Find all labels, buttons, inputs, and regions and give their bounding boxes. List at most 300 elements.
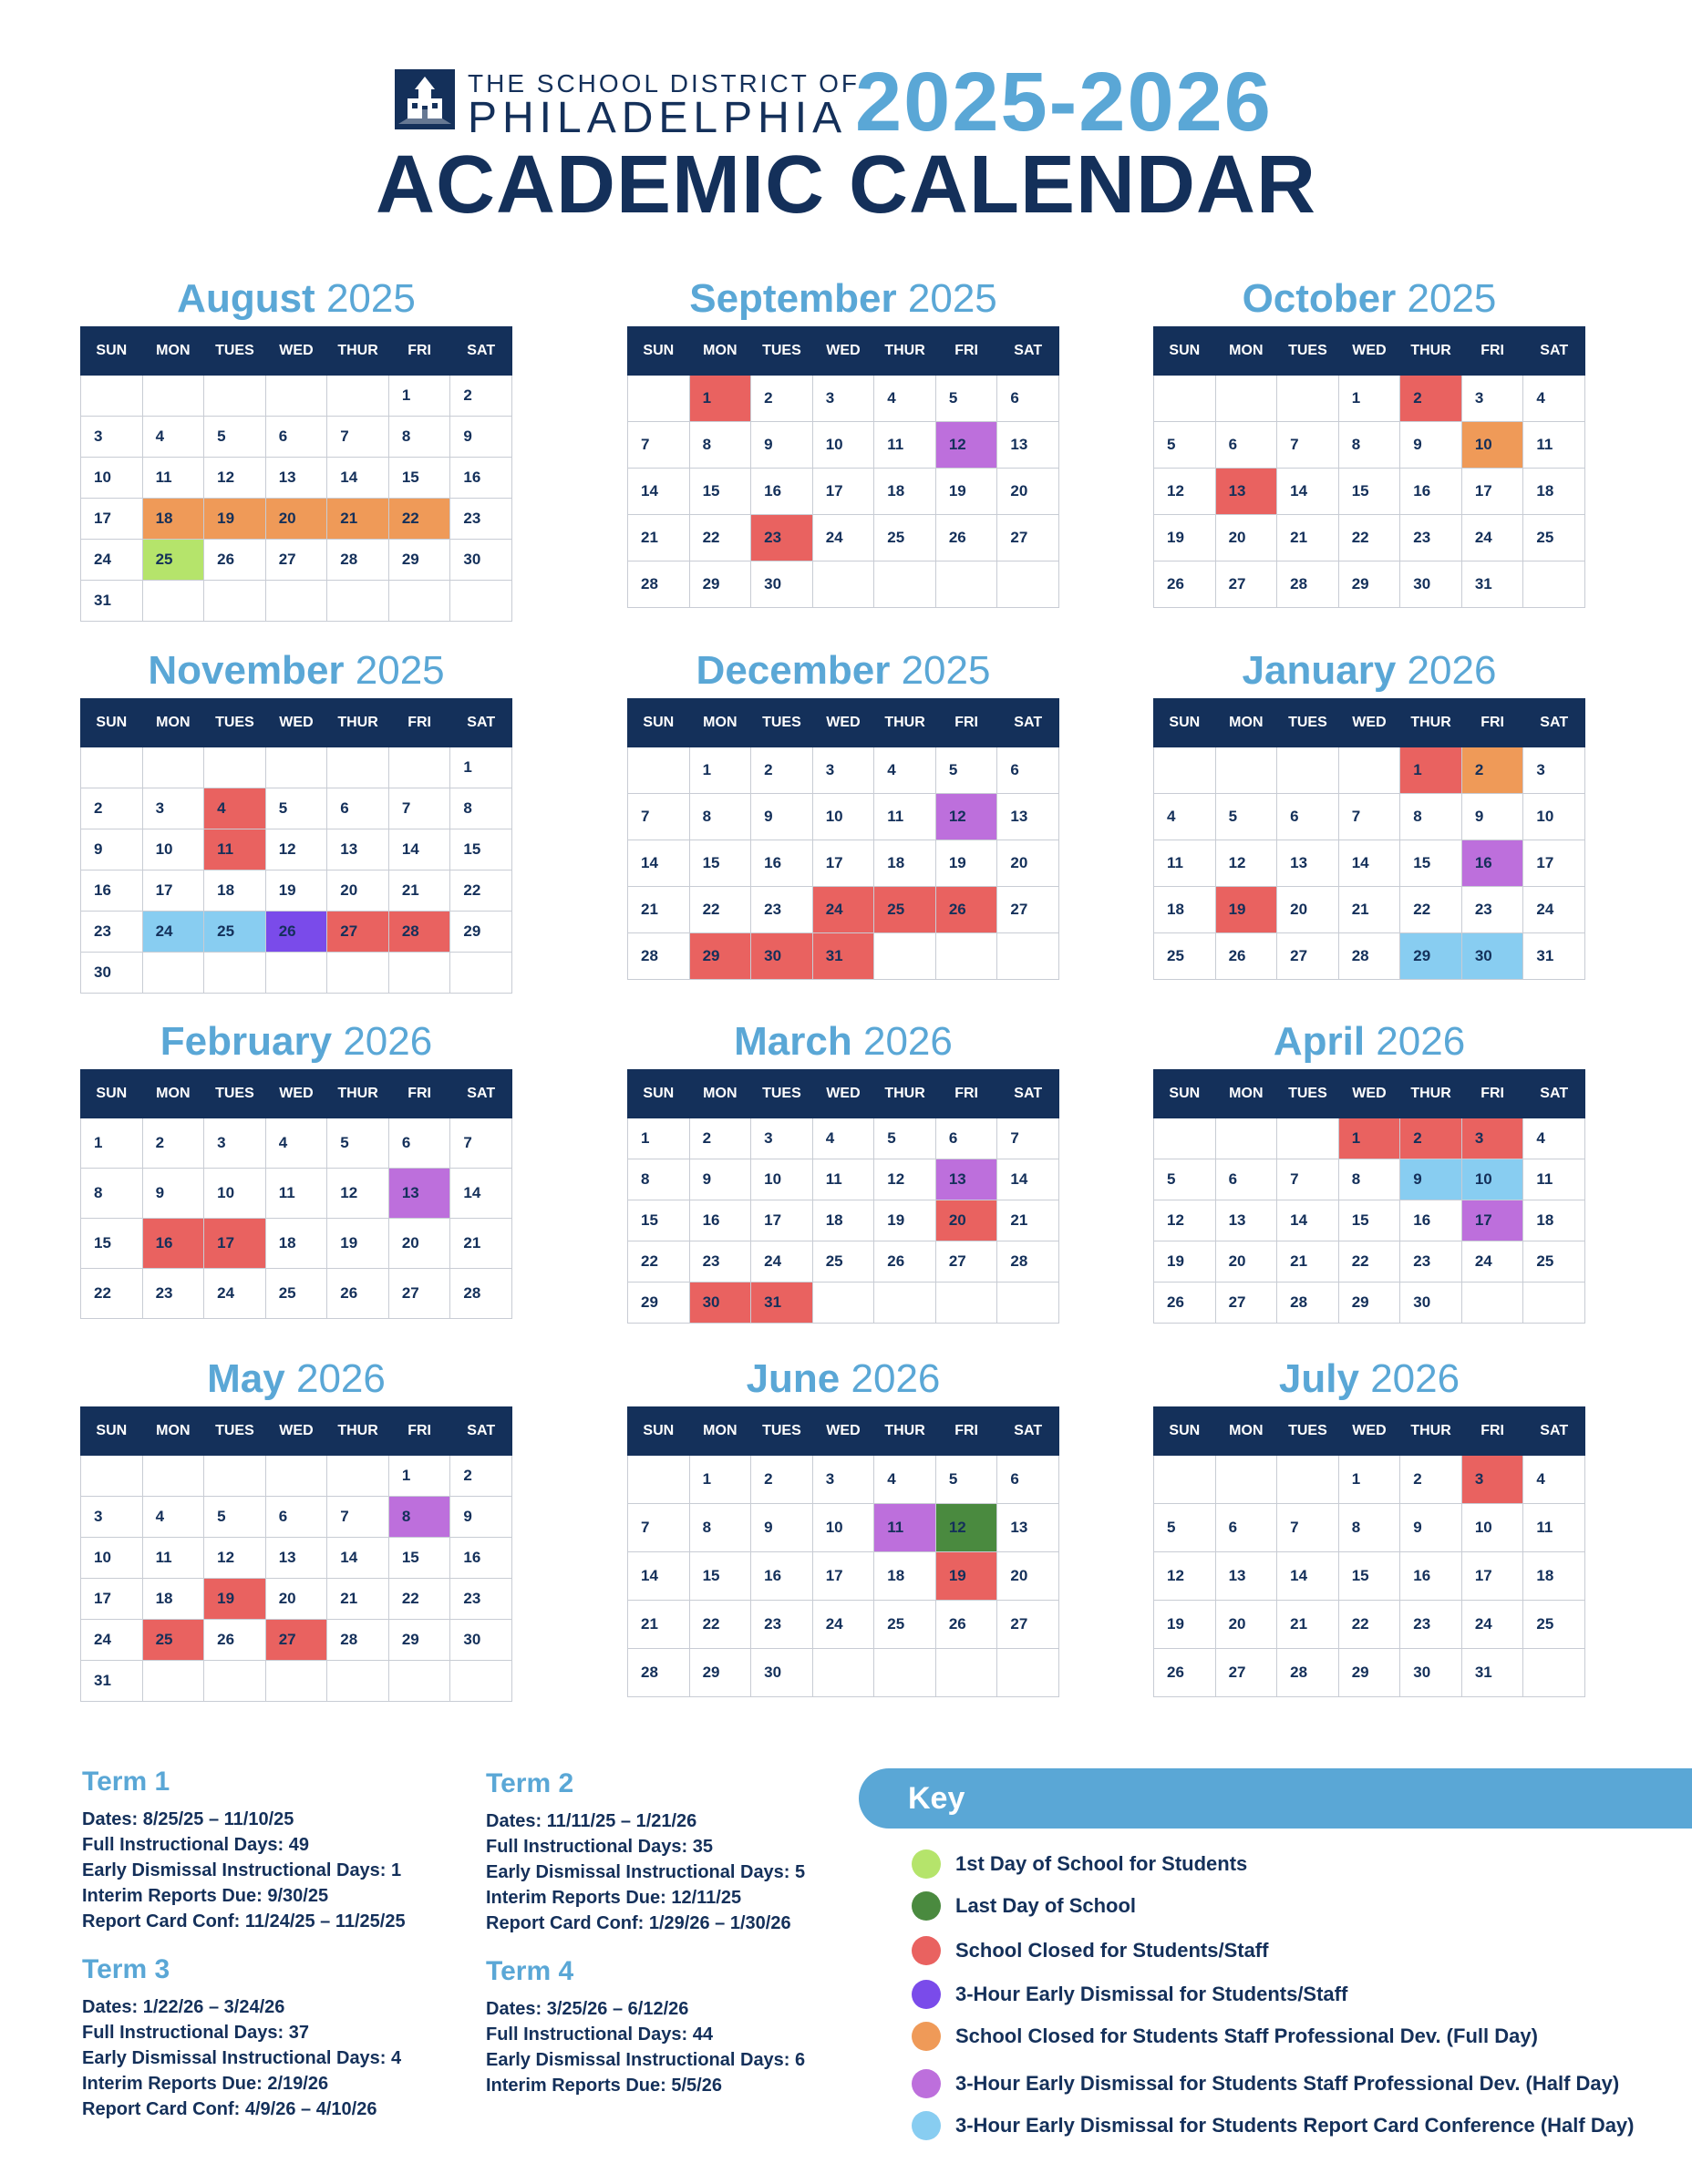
day-cell: 25: [874, 1601, 936, 1649]
weekday-header: TUES: [751, 1070, 813, 1118]
week-row: [81, 1497, 512, 1538]
day-cell: 17: [204, 1219, 266, 1269]
week-row: [1154, 469, 1585, 515]
page-title: ACADEMIC CALENDAR: [376, 139, 1316, 231]
day-cell: 14: [997, 1159, 1059, 1200]
week-row: [1154, 794, 1585, 840]
day-cell: 18: [142, 499, 204, 540]
day-cell: 11: [874, 1504, 936, 1552]
day-cell: 26: [204, 540, 266, 581]
weekday-header: WED: [812, 699, 874, 747]
week-row: [628, 561, 1059, 608]
day-cell: 24: [1461, 1601, 1523, 1649]
week-row: [628, 1649, 1059, 1697]
day-cell: 20: [388, 1219, 450, 1269]
weekday-header: SAT: [450, 1070, 512, 1118]
weekday-header: SUN: [81, 699, 143, 747]
empty-cell: [204, 1456, 266, 1497]
day-cell: 26: [1154, 1649, 1216, 1697]
empty-cell: [1523, 561, 1585, 608]
week-row: [1154, 1552, 1585, 1601]
day-cell: 1: [689, 376, 751, 422]
day-cell: 9: [1400, 1504, 1462, 1552]
day-cell: 6: [327, 788, 389, 829]
day-cell: 23: [1400, 515, 1462, 561]
term-detail: Full Instructional Days: 37: [82, 2023, 309, 2043]
week-row: [1154, 747, 1585, 794]
weekday-header: MON: [689, 699, 751, 747]
weekday-header: SAT: [997, 1407, 1059, 1456]
weekday-header: SAT: [997, 699, 1059, 747]
month-year: 2026: [295, 1356, 386, 1401]
month-july: [1153, 1352, 1585, 1697]
day-cell: 14: [1338, 840, 1400, 887]
day-cell: 22: [689, 515, 751, 561]
day-cell: 20: [1277, 887, 1339, 933]
month-year: 2025: [901, 648, 991, 693]
day-cell: 28: [628, 933, 690, 980]
page-header: [0, 55, 1692, 231]
month-may: [80, 1352, 512, 1702]
day-cell: 4: [874, 747, 936, 794]
day-cell: 4: [812, 1118, 874, 1159]
day-cell: 19: [935, 1552, 997, 1601]
day-cell: 30: [1400, 561, 1462, 608]
weekday-header: MON: [1215, 1070, 1277, 1118]
month-february: [80, 1015, 512, 1319]
weekday-header: SUN: [81, 1407, 143, 1456]
empty-cell: [388, 581, 450, 622]
day-cell: 5: [935, 376, 997, 422]
day-cell: 10: [812, 422, 874, 469]
day-cell: 13: [265, 1538, 327, 1579]
day-cell: 12: [1154, 469, 1216, 515]
week-row: [628, 1504, 1059, 1552]
empty-cell: [265, 581, 327, 622]
empty-cell: [81, 1456, 143, 1497]
day-cell: 5: [935, 1456, 997, 1504]
day-cell: 22: [1338, 515, 1400, 561]
day-cell: 30: [689, 1283, 751, 1324]
week-row: [81, 747, 512, 788]
day-cell: 29: [689, 933, 751, 980]
day-cell: 21: [1277, 1601, 1339, 1649]
day-cell: 17: [1523, 840, 1585, 887]
term-detail: Interim Reports Due: 2/19/26: [82, 2074, 329, 2094]
day-cell: 28: [327, 1620, 389, 1661]
day-cell: 21: [1338, 887, 1400, 933]
day-cell: 2: [142, 1118, 204, 1169]
day-cell: 13: [1215, 469, 1277, 515]
empty-cell: [628, 376, 690, 422]
empty-cell: [265, 1456, 327, 1497]
day-cell: 20: [265, 499, 327, 540]
week-row: [81, 1579, 512, 1620]
day-cell: 2: [1400, 1456, 1462, 1504]
day-cell: 25: [142, 1620, 204, 1661]
day-cell: 4: [1523, 1456, 1585, 1504]
day-cell: 3: [1461, 1118, 1523, 1159]
term-detail: Interim Reports Due: 12/11/25: [486, 1888, 742, 1908]
weekday-header-row: [81, 327, 512, 376]
calendar-grid: [627, 1406, 1059, 1697]
day-cell: 6: [997, 747, 1059, 794]
day-cell: 19: [204, 499, 266, 540]
weekday-header: WED: [1338, 1070, 1400, 1118]
day-cell: 30: [1400, 1283, 1462, 1324]
day-cell: 30: [450, 540, 512, 581]
day-cell: 23: [751, 887, 813, 933]
day-cell: 19: [874, 1200, 936, 1241]
day-cell: 30: [751, 933, 813, 980]
month-title: [80, 644, 512, 698]
day-cell: 25: [1523, 515, 1585, 561]
week-row: [628, 422, 1059, 469]
day-cell: 9: [81, 829, 143, 871]
weekday-header: TUES: [1277, 699, 1339, 747]
day-cell: 10: [1523, 794, 1585, 840]
day-cell: 24: [81, 540, 143, 581]
term-detail: Report Card Conf: 4/9/26 – 4/10/26: [82, 2099, 377, 2119]
week-row: [81, 1219, 512, 1269]
day-cell: 13: [1215, 1552, 1277, 1601]
day-cell: 2: [450, 1456, 512, 1497]
empty-cell: [204, 376, 266, 417]
day-cell: 15: [1400, 840, 1462, 887]
day-cell: 13: [997, 794, 1059, 840]
day-cell: 22: [1400, 887, 1462, 933]
day-cell: 11: [204, 829, 266, 871]
day-cell: 24: [1461, 515, 1523, 561]
day-cell: 2: [1400, 1118, 1462, 1159]
key-header-bar: [859, 1768, 1692, 1829]
weekday-header: WED: [1338, 327, 1400, 376]
day-cell: 8: [450, 788, 512, 829]
day-cell: 11: [874, 794, 936, 840]
day-cell: 24: [812, 515, 874, 561]
weekday-header-row: [1154, 1407, 1585, 1456]
weekday-header: WED: [265, 699, 327, 747]
week-row: [1154, 515, 1585, 561]
weekday-header: FRI: [935, 1407, 997, 1456]
month-november: [80, 644, 512, 994]
day-cell: 15: [628, 1200, 690, 1241]
day-cell: 20: [1215, 1241, 1277, 1283]
empty-cell: [1277, 747, 1339, 794]
empty-cell: [388, 1661, 450, 1702]
empty-cell: [812, 1649, 874, 1697]
weekday-header: TUES: [1277, 327, 1339, 376]
weekday-header: TUES: [751, 1407, 813, 1456]
key-label: School Closed for Students/Staff: [955, 1939, 1269, 1962]
day-cell: 5: [1154, 422, 1216, 469]
day-cell: 14: [1277, 1552, 1339, 1601]
day-cell: 17: [81, 1579, 143, 1620]
day-cell: 25: [812, 1241, 874, 1283]
day-cell: 6: [997, 376, 1059, 422]
day-cell: 23: [81, 912, 143, 953]
week-row: [1154, 1200, 1585, 1241]
day-cell: 7: [997, 1118, 1059, 1159]
term-title: Term 2: [486, 1768, 574, 1798]
day-cell: 6: [265, 417, 327, 458]
month-name: December: [696, 648, 891, 693]
term-title: Term 1: [82, 1767, 170, 1797]
empty-cell: [874, 561, 936, 608]
month-name: June: [746, 1356, 841, 1401]
weekday-header: THUR: [1400, 1070, 1462, 1118]
empty-cell: [142, 953, 204, 994]
day-cell: 5: [204, 417, 266, 458]
week-row: [81, 1620, 512, 1661]
day-cell: 9: [142, 1169, 204, 1219]
weekday-header: MON: [689, 327, 751, 376]
week-row: [628, 794, 1059, 840]
month-name: April: [1273, 1019, 1366, 1064]
day-cell: 4: [1154, 794, 1216, 840]
day-cell: 27: [265, 1620, 327, 1661]
month-april: [1153, 1015, 1585, 1324]
month-title: [627, 272, 1059, 326]
day-cell: 31: [1461, 1649, 1523, 1697]
day-cell: 25: [874, 515, 936, 561]
day-cell: 22: [388, 499, 450, 540]
day-cell: 7: [1277, 422, 1339, 469]
term-detail: Dates: 8/25/25 – 11/10/25: [82, 1809, 294, 1829]
empty-cell: [935, 1649, 997, 1697]
day-cell: 12: [265, 829, 327, 871]
day-cell: 15: [1338, 469, 1400, 515]
day-cell: 19: [204, 1579, 266, 1620]
weekday-header-row: [1154, 327, 1585, 376]
day-cell: 18: [874, 1552, 936, 1601]
empty-cell: [204, 747, 266, 788]
key-label: Last Day of School: [955, 1894, 1137, 1917]
day-cell: 14: [1277, 469, 1339, 515]
weekday-header: TUES: [751, 699, 813, 747]
month-year: 2026: [1376, 1019, 1466, 1064]
day-cell: 29: [450, 912, 512, 953]
term-detail: Dates: 11/11/25 – 1/21/26: [486, 1811, 697, 1831]
day-cell: 15: [689, 840, 751, 887]
day-cell: 14: [628, 1552, 690, 1601]
day-cell: 5: [1154, 1159, 1216, 1200]
day-cell: 10: [1461, 422, 1523, 469]
day-cell: 19: [1154, 1601, 1216, 1649]
month-title: [1153, 644, 1585, 698]
empty-cell: [935, 933, 997, 980]
key-label: 3-Hour Early Dismissal for Students Report Card Conference (Half Day): [955, 2114, 1635, 2137]
weekday-header: FRI: [388, 1407, 450, 1456]
month-name: July: [1278, 1356, 1359, 1401]
week-row: [81, 458, 512, 499]
day-cell: 7: [327, 1497, 389, 1538]
day-cell: 10: [142, 829, 204, 871]
month-year: 2025: [1407, 276, 1497, 321]
day-cell: 10: [812, 1504, 874, 1552]
empty-cell: [997, 1283, 1059, 1324]
weekday-header-row: [1154, 699, 1585, 747]
week-row: [1154, 1601, 1585, 1649]
district-name-line1: THE SCHOOL DISTRICT OF: [468, 69, 861, 98]
day-cell: 24: [204, 1269, 266, 1319]
month-name: August: [177, 276, 315, 321]
month-name: May: [207, 1356, 285, 1401]
weekday-header: TUES: [204, 1407, 266, 1456]
empty-cell: [327, 1456, 389, 1497]
weekday-header: SAT: [450, 699, 512, 747]
day-cell: 20: [997, 1552, 1059, 1601]
day-cell: 3: [204, 1118, 266, 1169]
month-name: September: [689, 276, 897, 321]
weekday-header: FRI: [1461, 1070, 1523, 1118]
weekday-header: FRI: [935, 327, 997, 376]
day-cell: 17: [142, 871, 204, 912]
week-row: [1154, 376, 1585, 422]
day-cell: 2: [751, 376, 813, 422]
day-cell: 11: [265, 1169, 327, 1219]
weekday-header: WED: [812, 1407, 874, 1456]
day-cell: 18: [874, 840, 936, 887]
key-label: School Closed for Students Staff Professional Dev. (Full Day): [955, 2024, 1538, 2047]
day-cell: 25: [874, 887, 936, 933]
week-row: [81, 871, 512, 912]
empty-cell: [327, 953, 389, 994]
district-logo: [395, 67, 861, 149]
day-cell: 5: [1215, 794, 1277, 840]
calendar-grid: [1153, 326, 1585, 608]
day-cell: 12: [935, 794, 997, 840]
weekday-header: TUES: [204, 699, 266, 747]
day-cell: 12: [874, 1159, 936, 1200]
day-cell: 26: [1215, 933, 1277, 980]
week-row: [628, 887, 1059, 933]
week-row: [628, 1159, 1059, 1200]
empty-cell: [1215, 376, 1277, 422]
color-dot-icon: [912, 1891, 941, 1921]
weekday-header: SUN: [628, 1070, 690, 1118]
term-title: Term 3: [82, 1954, 170, 1984]
day-cell: 16: [1400, 1200, 1462, 1241]
day-cell: 31: [1523, 933, 1585, 980]
day-cell: 25: [204, 912, 266, 953]
day-cell: 26: [874, 1241, 936, 1283]
weekday-header: SAT: [997, 1070, 1059, 1118]
day-cell: 28: [1338, 933, 1400, 980]
day-cell: 21: [628, 515, 690, 561]
empty-cell: [935, 1283, 997, 1324]
day-cell: 10: [1461, 1159, 1523, 1200]
week-row: [1154, 422, 1585, 469]
day-cell: 8: [689, 422, 751, 469]
day-cell: 5: [874, 1118, 936, 1159]
weekday-header: MON: [689, 1407, 751, 1456]
day-cell: 16: [1461, 840, 1523, 887]
week-row: [81, 1269, 512, 1319]
week-row: [1154, 1649, 1585, 1697]
empty-cell: [1154, 1456, 1216, 1504]
empty-cell: [1154, 1118, 1216, 1159]
day-cell: 20: [997, 840, 1059, 887]
day-cell: 2: [450, 376, 512, 417]
day-cell: 31: [812, 933, 874, 980]
day-cell: 22: [1338, 1601, 1400, 1649]
weekday-header: TUES: [751, 327, 813, 376]
calendar-grid: [80, 1406, 512, 1702]
day-cell: 26: [935, 1601, 997, 1649]
empty-cell: [1523, 1649, 1585, 1697]
day-cell: 8: [689, 1504, 751, 1552]
weekday-header: SUN: [628, 699, 690, 747]
weekday-header: SUN: [628, 1407, 690, 1456]
day-cell: 7: [1338, 794, 1400, 840]
weekday-header: FRI: [1461, 699, 1523, 747]
week-row: [81, 1661, 512, 1702]
day-cell: 15: [1338, 1552, 1400, 1601]
day-cell: 20: [997, 469, 1059, 515]
weekday-header-row: [628, 1070, 1059, 1118]
month-year: 2025: [355, 648, 445, 693]
term-1: [82, 1767, 465, 1934]
week-row: [81, 788, 512, 829]
calendar-grid: [627, 698, 1059, 980]
month-title: [627, 644, 1059, 698]
day-cell: 13: [265, 458, 327, 499]
day-cell: 7: [1277, 1504, 1339, 1552]
day-cell: 10: [812, 794, 874, 840]
empty-cell: [265, 953, 327, 994]
day-cell: 29: [628, 1283, 690, 1324]
day-cell: 16: [450, 458, 512, 499]
day-cell: 22: [450, 871, 512, 912]
day-cell: 27: [935, 1241, 997, 1283]
empty-cell: [450, 953, 512, 994]
term-3: [82, 1954, 465, 2122]
month-name: February: [160, 1019, 333, 1064]
week-row: [81, 499, 512, 540]
day-cell: 13: [997, 422, 1059, 469]
week-row: [1154, 887, 1585, 933]
day-cell: 4: [1523, 1118, 1585, 1159]
weekday-header: MON: [142, 1070, 204, 1118]
empty-cell: [265, 747, 327, 788]
calendar-grid: [80, 698, 512, 994]
day-cell: 18: [812, 1200, 874, 1241]
weekday-header: TUES: [1277, 1070, 1339, 1118]
weekday-header: SAT: [997, 327, 1059, 376]
empty-cell: [628, 1456, 690, 1504]
day-cell: 1: [388, 376, 450, 417]
day-cell: 4: [204, 788, 266, 829]
day-cell: 8: [1338, 1159, 1400, 1200]
term-detail: Dates: 1/22/26 – 3/24/26: [82, 1997, 285, 2017]
day-cell: 6: [1215, 1504, 1277, 1552]
weekday-header: FRI: [935, 1070, 997, 1118]
day-cell: 20: [1215, 515, 1277, 561]
school-year: 2025-2026: [855, 56, 1273, 149]
week-row: [628, 469, 1059, 515]
month-title: [1153, 1352, 1585, 1406]
weekday-header: THUR: [1400, 1407, 1462, 1456]
day-cell: 18: [1154, 887, 1216, 933]
empty-cell: [388, 953, 450, 994]
day-cell: 26: [1154, 561, 1216, 608]
day-cell: 23: [689, 1241, 751, 1283]
weekday-header: THUR: [327, 327, 389, 376]
day-cell: 27: [997, 1601, 1059, 1649]
weekday-header: WED: [812, 327, 874, 376]
empty-cell: [1277, 1118, 1339, 1159]
